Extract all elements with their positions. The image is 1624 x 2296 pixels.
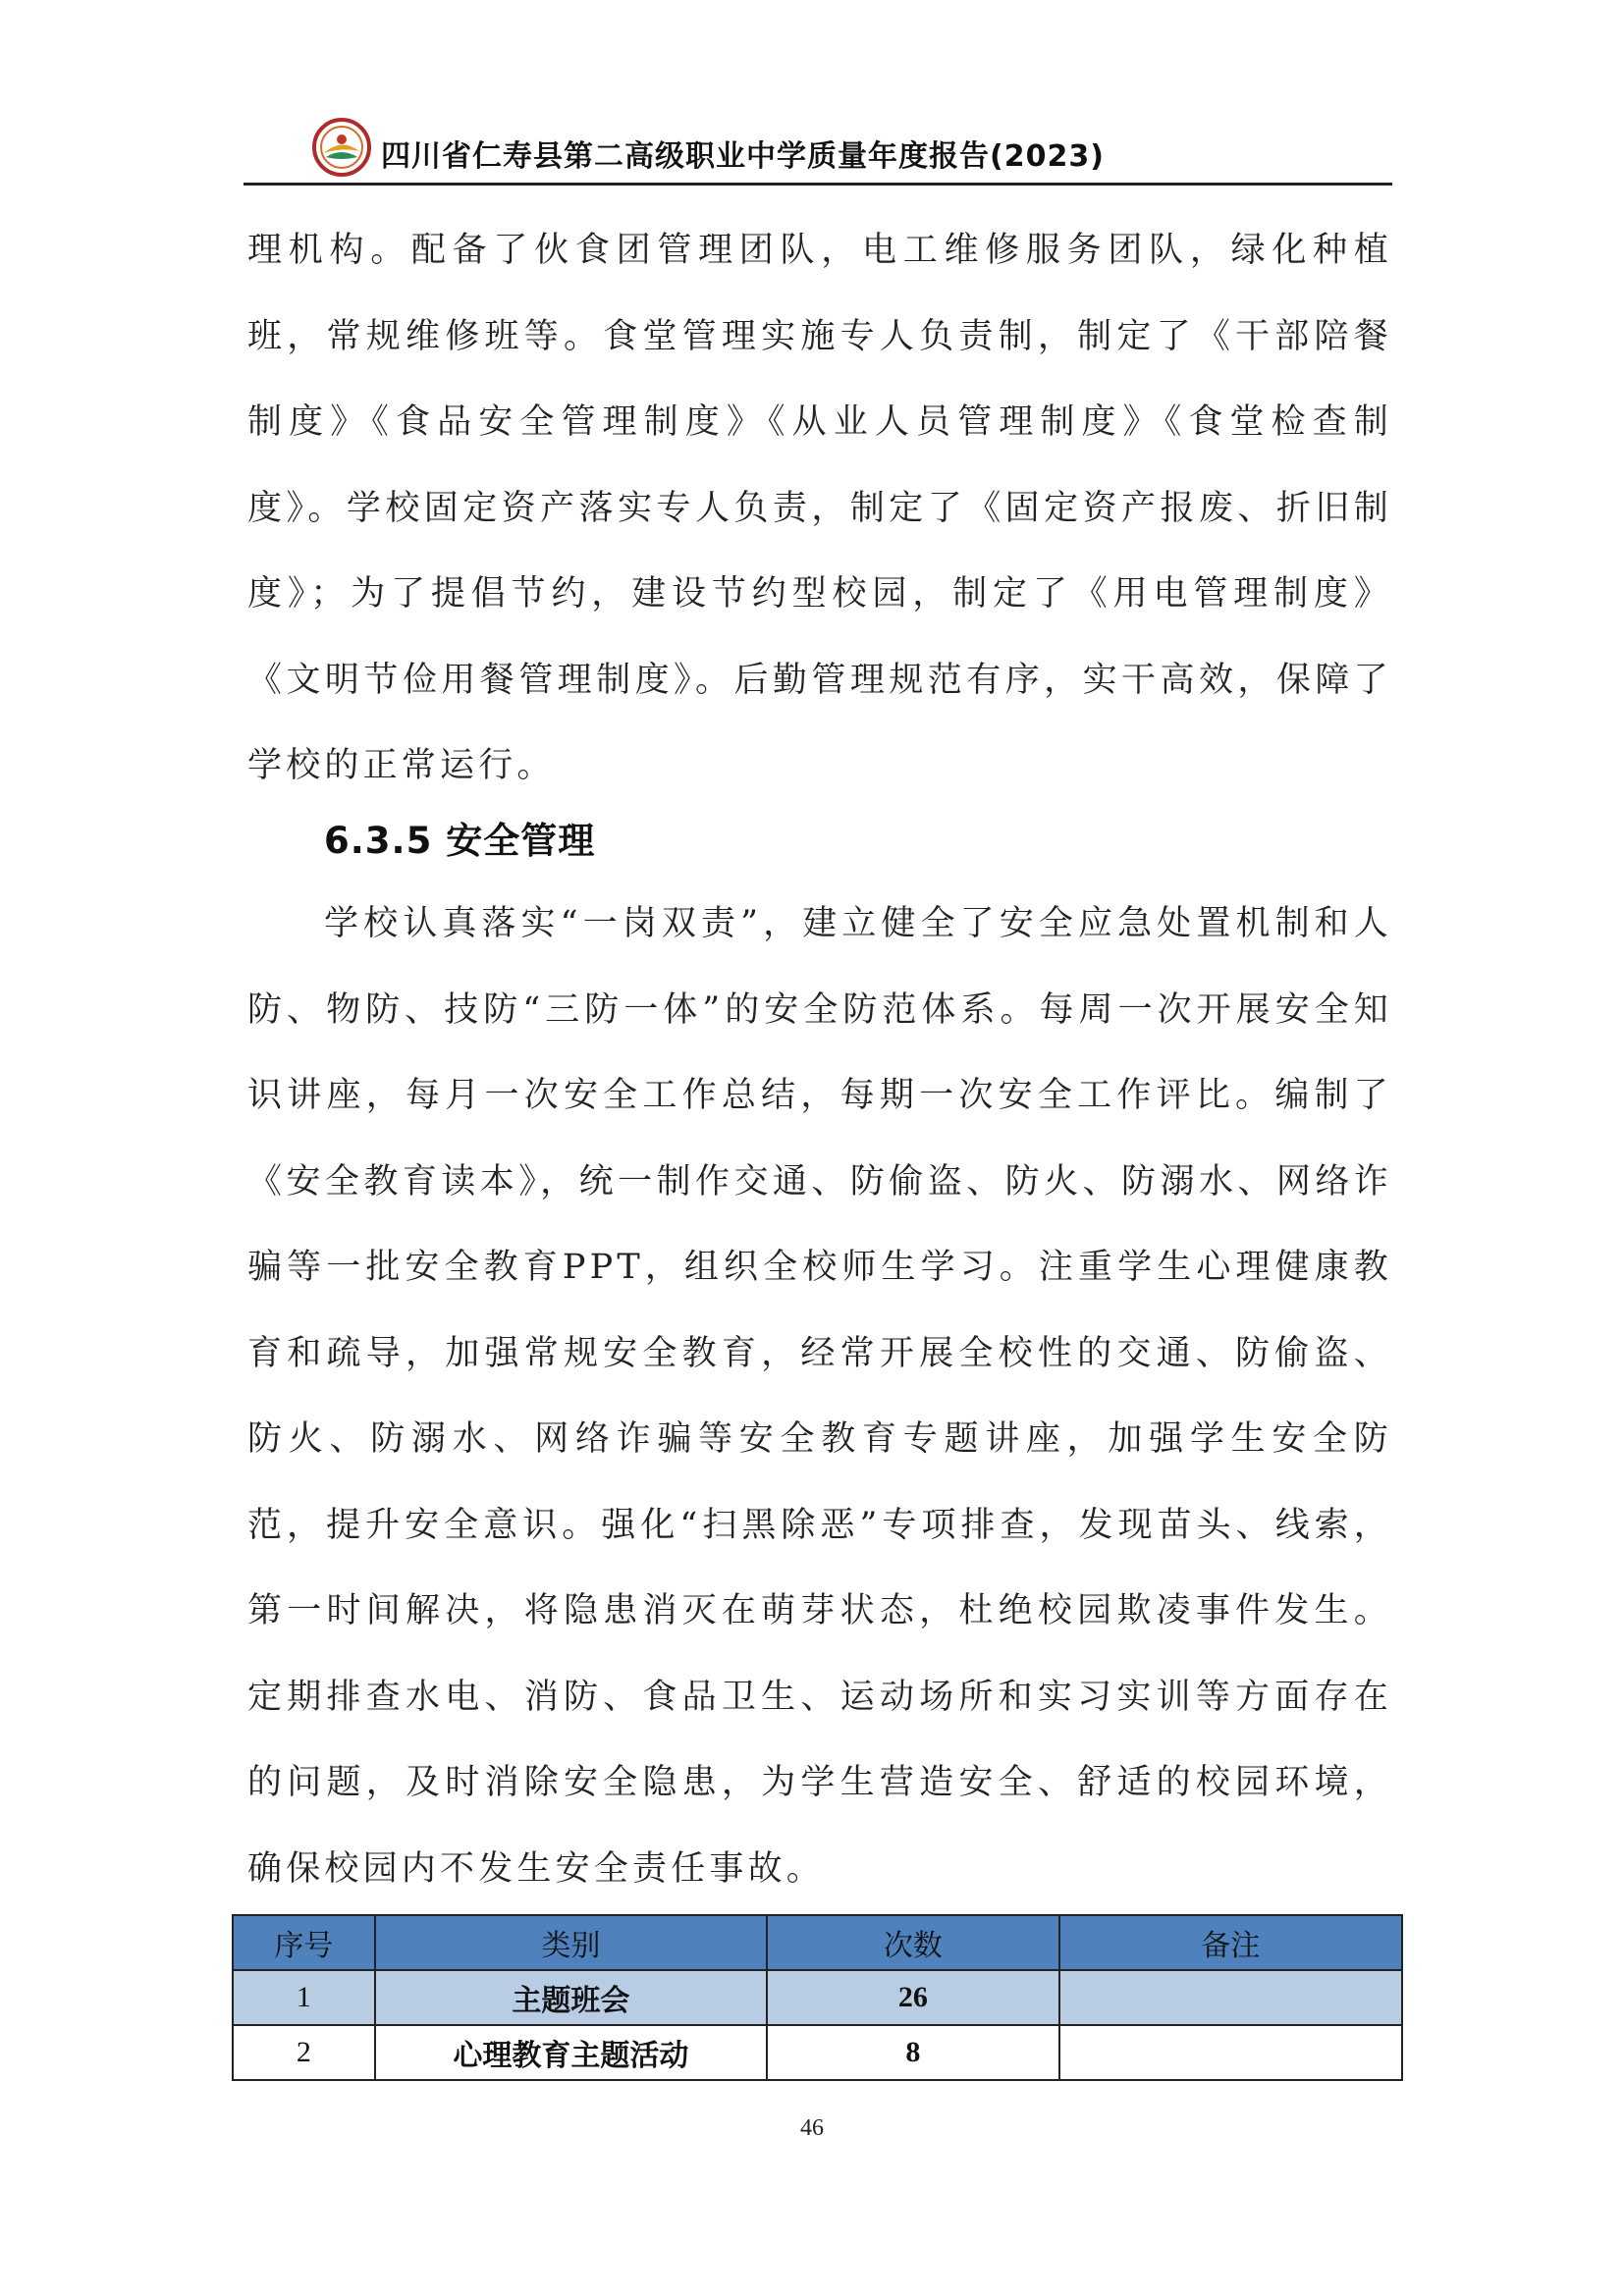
table-cell-category: 主题班会 bbox=[375, 1970, 767, 2025]
safety-activity-table bbox=[232, 1914, 1403, 2081]
column-header: 序号 bbox=[233, 1915, 375, 1970]
table-cell-category: 心理教育主题活动 bbox=[375, 2025, 767, 2080]
table-cell-remark bbox=[1059, 2025, 1402, 2080]
table-row bbox=[233, 1970, 1402, 2025]
header-divider bbox=[244, 183, 1392, 186]
body-text-section bbox=[247, 881, 1392, 1912]
paragraph: 理机构。配备了伙食团管理团队，电工维修服务团队，绿化种植班，常规维修班等。食堂管理实施专人负责制，制定了《干部陪餐制度》《食品安全管理制度》《从业人员管理制度》《食堂检查制度》。学校固定资产落实专人负责，制定了《固定资产报废、折旧制度》；为了提倡节约，建设节约型校园，制定了《用电管理制度》《文明节俭用餐管理制度》。后勤管理规范有序，实干高效，保障了学校的正常运行。 bbox=[247, 231, 1392, 785]
page-header bbox=[244, 116, 1392, 187]
table-cell-count: 8 bbox=[767, 2025, 1059, 2080]
column-header: 类别 bbox=[375, 1915, 767, 1970]
table-cell-count: 26 bbox=[767, 1970, 1059, 2025]
school-logo-icon bbox=[312, 118, 371, 177]
page-number: 46 bbox=[800, 2115, 824, 2141]
table-row bbox=[233, 2025, 1402, 2080]
paragraph: 学校认真落实“一岗双责”，建立健全了安全应急处置机制和人防、物防、技防“三防一体”的安全防范体系。每周一次开展安全知识讲座，每月一次安全工作总结，每期一次安全工作评比。编制了《安全教育读本》，统一制作交通、防偷盗、防火、防溺水、网络诈骗等一批安全教育PPT，组织全校师生学习。注重学生心理健康教育和疏导，加强常规安全教育，经常开展全校性的交通、防偷盗、防火、防溺水、网络诈骗等安全教育专题讲座，加强学生安全防范，提升安全意识。强化“扫黑除恶”专项排查，发现苗头、线索，第一时间解决，将隐患消灭在萌芽状态，杜绝校园欺凌事件发生。定期排查水电、消防、食品卫生、运动场所和实习实训等方面存在的问题，及时消除安全隐患，为学生营造安全、舒适的校园环境，确保校园内不发生安全责任事故。 bbox=[247, 904, 1392, 1889]
table-cell-remark bbox=[1059, 1970, 1402, 2025]
column-header: 次数 bbox=[767, 1915, 1059, 1970]
section-heading: 6.3.5 安全管理 bbox=[324, 820, 596, 862]
body-text-top bbox=[247, 208, 1392, 810]
report-title: 四川省仁寿县第二高级职业中学质量年度报告(2023) bbox=[381, 139, 1105, 174]
table-cell-index: 1 bbox=[233, 1970, 375, 2025]
table-cell-index: 2 bbox=[233, 2025, 375, 2080]
table-header-row bbox=[233, 1915, 1402, 1970]
column-header: 备注 bbox=[1059, 1915, 1402, 1970]
